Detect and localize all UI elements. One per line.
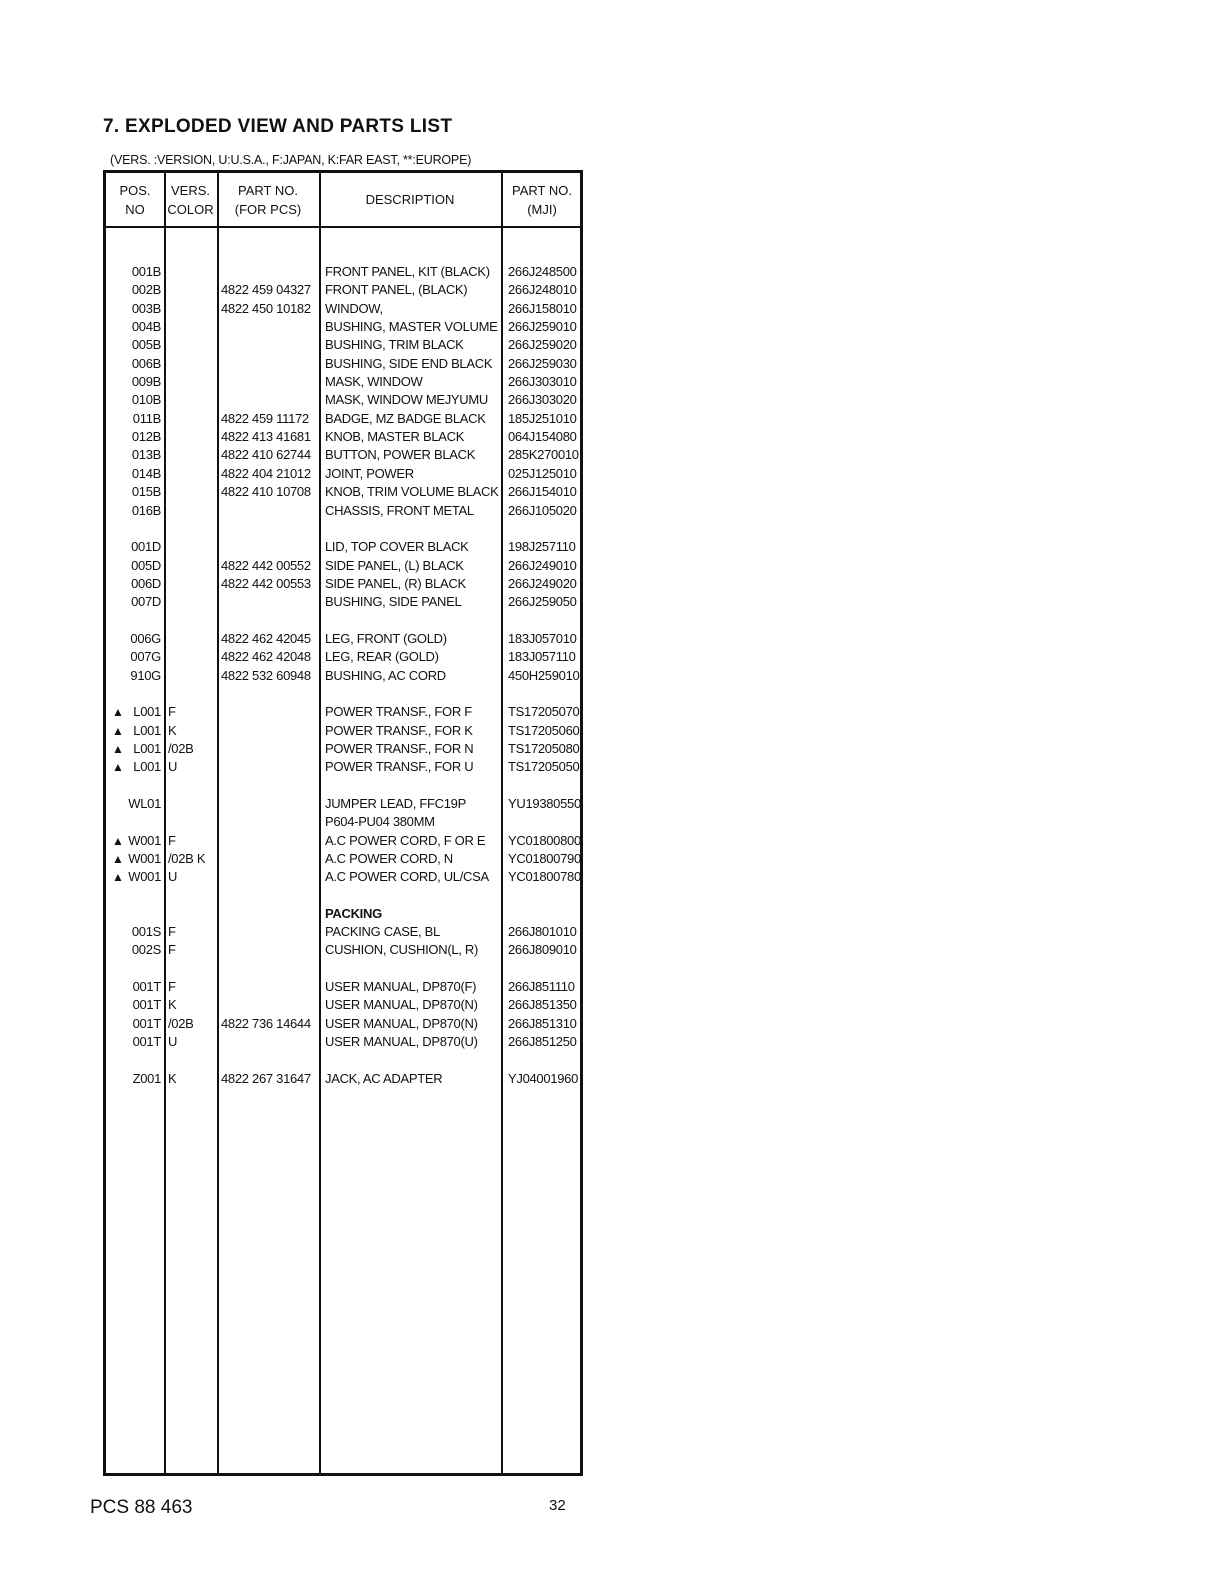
warning-icon: ▲ [112, 760, 124, 774]
cell-part-no-mji: 198J257110 [508, 539, 576, 554]
page-title: 7. EXPLODED VIEW AND PARTS LIST [103, 116, 453, 137]
cell-part-no-mji: 266J249010 [508, 558, 577, 573]
header-vers-line1: VERS. [170, 182, 210, 198]
cell-pos-no: 910G [130, 668, 161, 683]
cell-description: BUSHING, AC CORD [325, 668, 446, 683]
cell-part-no-pcs: 4822 413 41681 [221, 429, 311, 444]
cell-part-no-pcs: 4822 404 21012 [221, 466, 311, 481]
header-pcs-line1: PART NO. [238, 182, 298, 198]
table-row [106, 575, 580, 593]
cell-description: SIDE PANEL, (L) BLACK [325, 558, 464, 573]
cell-part-no-pcs: 4822 462 42045 [221, 631, 311, 646]
header-pos-line2: NO [125, 201, 145, 217]
table-row [106, 703, 580, 721]
page-number: 32 [549, 1497, 566, 1514]
cell-description: LID, TOP COVER BLACK [325, 539, 469, 554]
cell-part-no-mji: 183J057010 [508, 631, 577, 646]
cell-description: POWER TRANSF., FOR K [325, 723, 473, 738]
table-row [106, 832, 580, 850]
cell-part-no-mji: 266J851350 [508, 997, 577, 1012]
cell-description: PACKING [325, 906, 382, 921]
cell-part-no-mji: 266J259010 [508, 319, 577, 334]
cell-pos-no: 006D [131, 576, 161, 591]
cell-description: POWER TRANSF., FOR N [325, 741, 474, 756]
cell-pos-no: 006G [130, 631, 161, 646]
cell-description: POWER TRANSF., FOR F [325, 704, 472, 719]
cell-part-no-mji: TS17205070 [508, 704, 580, 719]
cell-description: MASK, WINDOW MEJYUMU [325, 392, 488, 407]
cell-part-no-mji: 266J154010 [508, 484, 577, 499]
cell-pos-no: 001T [132, 1034, 161, 1049]
cell-description: CUSHION, CUSHION(L, R) [325, 942, 479, 957]
cell-part-no-mji: 266J248500 [508, 264, 577, 279]
cell-part-no-mji: TS17205060 [508, 723, 580, 738]
cell-part-no-mji: 185J251010 [508, 411, 577, 426]
cell-description: JOINT, POWER [325, 466, 414, 481]
table-row [106, 336, 580, 354]
cell-description: FRONT PANEL, (BLACK) [325, 282, 468, 297]
cell-part-no-pcs: 4822 459 11172 [221, 411, 309, 426]
cell-pos-no: 002B [131, 282, 161, 297]
cell-part-no-pcs: 4822 410 62744 [221, 447, 311, 462]
cell-pos-no: 003B [131, 301, 161, 316]
header-part-pcs [217, 173, 319, 226]
cell-version: U [168, 1034, 178, 1049]
cell-pos-no: L001 [133, 723, 161, 738]
cell-description: BUSHING, MASTER VOLUME [325, 319, 498, 334]
cell-version: F [168, 833, 176, 848]
cell-description: JUMPER LEAD, FFC19P [325, 796, 466, 811]
cell-description: USER MANUAL, DP870(F) [325, 979, 477, 994]
cell-description: A.C POWER CORD, F OR E [325, 833, 486, 848]
cell-description: PACKING CASE, BL [325, 924, 440, 939]
cell-description: BUSHING, TRIM BLACK [325, 337, 464, 352]
cell-part-no-mji: 266J259030 [508, 356, 577, 371]
cell-version: /02B K [168, 851, 206, 866]
table-row [106, 978, 580, 996]
cell-version: /02B [168, 1016, 194, 1031]
cell-description: BUTTON, POWER BLACK [325, 447, 476, 462]
table-row [106, 648, 580, 666]
cell-description: KNOB, TRIM VOLUME BLACK [325, 484, 499, 499]
cell-part-no-pcs: 4822 450 10182 [221, 301, 311, 316]
cell-pos-no: 010B [131, 392, 161, 407]
cell-pos-no: 015B [131, 484, 161, 499]
cell-pos-no: 001T [132, 1016, 161, 1031]
cell-part-no-mji: 450H259010 [508, 668, 580, 683]
table-row [106, 1033, 580, 1051]
document-code: PCS 88 463 [90, 1497, 193, 1518]
table-row [106, 667, 580, 685]
cell-description: JACK, AC ADAPTER [325, 1071, 443, 1086]
cell-pos-no: 009B [131, 374, 161, 389]
table-row [106, 538, 580, 556]
cell-part-no-pcs: 4822 736 14644 [221, 1016, 311, 1031]
cell-part-no-mji: 266J303020 [508, 392, 577, 407]
table-row [106, 593, 580, 611]
cell-description: BUSHING, SIDE END BLACK [325, 356, 493, 371]
cell-pos-no: 007D [131, 594, 161, 609]
cell-part-no-mji: 266J851110 [508, 979, 575, 994]
warning-icon: ▲ [112, 852, 124, 866]
table-row [106, 795, 580, 813]
table-row [106, 318, 580, 336]
cell-part-no-mji: 266J248010 [508, 282, 577, 297]
cell-pos-no: L001 [133, 704, 161, 719]
cell-description: LEG, REAR (GOLD) [325, 649, 439, 664]
cell-description: A.C POWER CORD, UL/CSA [325, 869, 489, 884]
table-row [106, 373, 580, 391]
cell-pos-no: 005B [131, 337, 161, 352]
table-row [106, 1070, 580, 1088]
table-row [106, 410, 580, 428]
cell-pos-no: 005D [131, 558, 161, 573]
cell-pos-no: W001 [128, 833, 161, 848]
table-row [106, 263, 580, 281]
cell-pos-no: L001 [133, 741, 161, 756]
cell-pos-no: 011B [132, 411, 161, 426]
cell-part-no-mji: TS17205080 [508, 741, 580, 756]
table-row [106, 722, 580, 740]
cell-description: USER MANUAL, DP870(N) [325, 1016, 478, 1031]
table-row [106, 502, 580, 520]
cell-part-no-mji: 266J851250 [508, 1034, 577, 1049]
cell-description: BADGE, MZ BADGE BLACK [325, 411, 486, 426]
cell-part-no-pcs: 4822 442 00553 [221, 576, 311, 591]
table-row [106, 630, 580, 648]
table-row [106, 850, 580, 868]
cell-description: BUSHING, SIDE PANEL [325, 594, 462, 609]
cell-part-no-mji: 266J259020 [508, 337, 577, 352]
cell-description: CHASSIS, FRONT METAL [325, 503, 474, 518]
table-row [106, 446, 580, 464]
cell-description: USER MANUAL, DP870(U) [325, 1034, 478, 1049]
table-row [106, 996, 580, 1014]
cell-pos-no: 014B [131, 466, 161, 481]
cell-part-no-mji: 266J851310 [508, 1016, 577, 1031]
cell-description: A.C POWER CORD, N [325, 851, 453, 866]
header-mji-line2: (MJI) [527, 201, 557, 217]
cell-version: F [168, 704, 176, 719]
cell-description: MASK, WINDOW [325, 374, 423, 389]
table-row [106, 905, 580, 923]
cell-part-no-pcs: 4822 410 10708 [221, 484, 311, 499]
cell-description: WINDOW, [325, 301, 383, 316]
warning-icon: ▲ [112, 870, 124, 884]
cell-version: F [168, 942, 176, 957]
cell-part-no-pcs: 4822 462 42048 [221, 649, 311, 664]
cell-part-no-mji: 183J057110 [508, 649, 576, 664]
cell-part-no-mji: 266J249020 [508, 576, 577, 591]
cell-pos-no: 001D [131, 539, 161, 554]
table-row [106, 868, 580, 886]
table-row [106, 465, 580, 483]
cell-pos-no: 001B [131, 264, 161, 279]
cell-part-no-mji: 266J303010 [508, 374, 577, 389]
header-mji-line1: PART NO. [512, 182, 572, 198]
warning-icon: ▲ [112, 742, 124, 756]
cell-pos-no: 001T [132, 997, 161, 1012]
parts-table [103, 170, 583, 1476]
cell-pos-no: 001T [132, 979, 161, 994]
cell-part-no-mji: 266J801010 [508, 924, 577, 939]
warning-icon: ▲ [112, 705, 124, 719]
cell-pos-no: Z001 [132, 1071, 161, 1086]
cell-description: P604-PU04 380MM [325, 814, 435, 829]
table-row [106, 941, 580, 959]
cell-pos-no: 006B [131, 356, 161, 371]
cell-pos-no: L001 [133, 759, 161, 774]
cell-part-no-mji: TS17205050 [508, 759, 580, 774]
header-desc-label: DESCRIPTION [365, 192, 455, 207]
cell-version: F [168, 979, 176, 994]
cell-description: FRONT PANEL, KIT (BLACK) [325, 264, 490, 279]
cell-pos-no: 001S [131, 924, 161, 939]
cell-version: F [168, 924, 176, 939]
cell-part-no-mji: 266J158010 [508, 301, 577, 316]
cell-pos-no: 007G [130, 649, 161, 664]
cell-description: LEG, FRONT (GOLD) [325, 631, 447, 646]
warning-icon: ▲ [112, 834, 124, 848]
table-row [106, 281, 580, 299]
cell-description: KNOB, MASTER BLACK [325, 429, 465, 444]
cell-part-no-mji: YC01800780 [508, 869, 581, 884]
cell-part-no-mji: 266J259050 [508, 594, 577, 609]
cell-part-no-pcs: 4822 532 60948 [221, 668, 311, 683]
header-pos-line1: POS. [119, 182, 151, 198]
table-row [106, 758, 580, 776]
cell-version: K [168, 997, 177, 1012]
cell-pos-no: WL01 [128, 796, 161, 811]
header-pcs-line2: (FOR PCS) [234, 201, 302, 217]
header-vers [164, 173, 217, 226]
cell-pos-no: W001 [128, 869, 161, 884]
cell-part-no-mji: 266J105020 [508, 503, 577, 518]
version-legend: (VERS. :VERSION, U:U.S.A., F:JAPAN, K:FAR EAST, **:EUROPE) [110, 153, 472, 167]
cell-part-no-pcs: 4822 442 00552 [221, 558, 311, 573]
cell-pos-no: 016B [131, 503, 161, 518]
cell-part-no-mji: YC01800790 [508, 851, 581, 866]
table-row [106, 483, 580, 501]
header-divider [106, 226, 580, 228]
cell-part-no-mji: YC01800800 [508, 833, 581, 848]
table-row [106, 813, 580, 831]
table-row [106, 1015, 580, 1033]
cell-description: POWER TRANSF., FOR U [325, 759, 474, 774]
cell-version: /02B [168, 741, 194, 756]
cell-version: U [168, 759, 178, 774]
cell-version: K [168, 723, 177, 738]
cell-part-no-mji: 285K270010 [508, 447, 579, 462]
cell-version: U [168, 869, 178, 884]
table-row [106, 557, 580, 575]
warning-icon: ▲ [112, 724, 124, 738]
table-row [106, 923, 580, 941]
cell-version: K [168, 1071, 177, 1086]
cell-pos-no: 002S [131, 942, 161, 957]
cell-part-no-mji: 064J154080 [508, 429, 577, 444]
cell-pos-no: W001 [128, 851, 161, 866]
cell-description: SIDE PANEL, (R) BLACK [325, 576, 466, 591]
header-pos [106, 173, 164, 226]
table-row [106, 300, 580, 318]
cell-pos-no: 012B [131, 429, 161, 444]
cell-part-no-mji: YU19380550 [508, 796, 581, 811]
table-row [106, 391, 580, 409]
cell-part-no-mji: 266J809010 [508, 942, 577, 957]
header-vers-line2: COLOR [167, 201, 214, 217]
cell-part-no-pcs: 4822 267 31647 [221, 1071, 311, 1086]
cell-part-no-mji: YJ04001960 [508, 1071, 579, 1086]
table-row [106, 355, 580, 373]
cell-pos-no: 004B [131, 319, 161, 334]
cell-pos-no: 013B [131, 447, 161, 462]
cell-part-no-mji: 025J125010 [508, 466, 577, 481]
table-row [106, 428, 580, 446]
table-row [106, 740, 580, 758]
cell-description: USER MANUAL, DP870(N) [325, 997, 478, 1012]
header-description [319, 173, 501, 226]
header-part-mji [501, 173, 583, 226]
cell-part-no-pcs: 4822 459 04327 [221, 282, 311, 297]
